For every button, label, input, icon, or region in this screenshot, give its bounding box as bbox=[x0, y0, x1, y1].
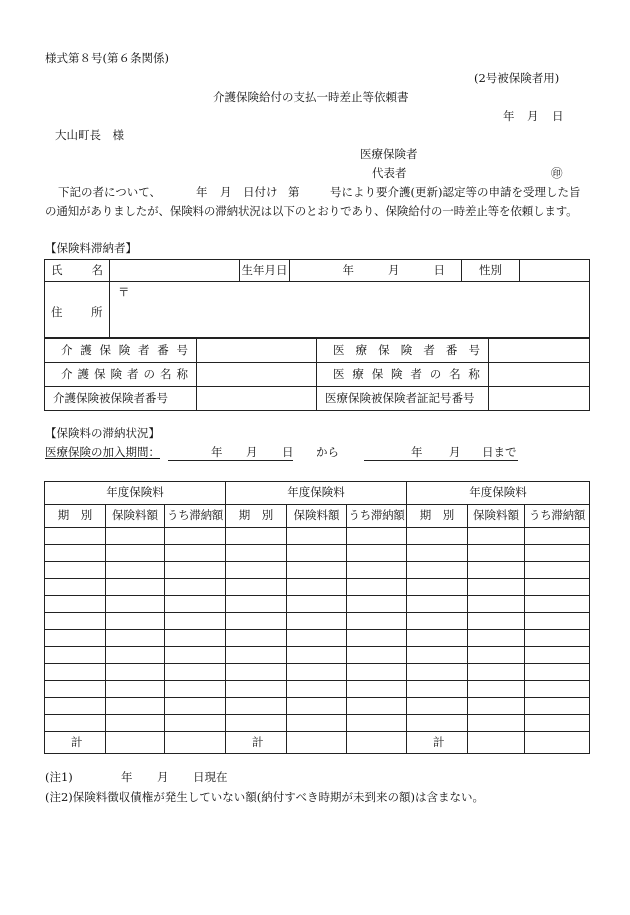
table-cell[interactable] bbox=[525, 545, 590, 562]
table-row bbox=[45, 579, 590, 596]
total-label-1: 計 bbox=[45, 732, 106, 754]
dob-label-cell bbox=[240, 260, 290, 282]
table-cell[interactable] bbox=[347, 630, 407, 647]
table-cell[interactable] bbox=[106, 698, 165, 715]
table-cell[interactable] bbox=[525, 698, 590, 715]
table-cell[interactable] bbox=[287, 596, 347, 613]
table-cell[interactable] bbox=[106, 664, 165, 681]
kaigo-name-char: 護 bbox=[77, 366, 89, 381]
total-amount-2[interactable] bbox=[287, 732, 347, 754]
table-cell[interactable] bbox=[165, 579, 226, 596]
iryo-name-char: 名 bbox=[449, 366, 461, 381]
table-cell[interactable] bbox=[165, 681, 226, 698]
section1-heading: 【保険料滞納者】 bbox=[45, 241, 137, 255]
total-label-3: 計 bbox=[407, 732, 468, 754]
table-row bbox=[45, 482, 590, 505]
insurer-info-table bbox=[44, 338, 590, 411]
sex-label-cell bbox=[462, 260, 520, 282]
kaigo-name-char: 称 bbox=[176, 366, 188, 381]
table-cell[interactable] bbox=[226, 630, 287, 647]
table-cell[interactable] bbox=[407, 698, 468, 715]
table-cell[interactable] bbox=[165, 528, 226, 545]
table-row bbox=[45, 647, 590, 664]
arrears-table bbox=[44, 481, 590, 754]
table-cell[interactable] bbox=[468, 579, 525, 596]
table-cell[interactable] bbox=[106, 562, 165, 579]
table-row bbox=[45, 562, 590, 579]
section2-heading: 【保険料の滞納状況】 bbox=[45, 426, 160, 440]
table-cell[interactable] bbox=[347, 647, 407, 664]
table-cell[interactable] bbox=[45, 630, 106, 647]
iryo-no-char: 号 bbox=[468, 342, 480, 357]
table-cell[interactable] bbox=[226, 545, 287, 562]
kaigo-name-char: 名 bbox=[160, 366, 172, 381]
period-to-day: 日まで bbox=[482, 445, 517, 459]
kaigo-no-char: 号 bbox=[176, 342, 188, 357]
table-cell[interactable] bbox=[45, 715, 106, 732]
addressee: 大山町長 様 bbox=[55, 128, 124, 142]
iryo-name-char: 険 bbox=[391, 366, 403, 381]
table-cell[interactable] bbox=[525, 664, 590, 681]
table-row bbox=[45, 596, 590, 613]
body-line1-rest: 号により要介護(更新)認定等の申請を受理した旨 bbox=[330, 185, 581, 199]
address-value-cell[interactable] bbox=[110, 282, 590, 338]
table-cell[interactable] bbox=[525, 613, 590, 630]
total-arrears-2[interactable] bbox=[347, 732, 407, 754]
table-cell[interactable] bbox=[287, 681, 347, 698]
table-row bbox=[45, 282, 590, 338]
total-amount-3[interactable] bbox=[468, 732, 525, 754]
table-cell[interactable] bbox=[226, 681, 287, 698]
iryo-name-char: 称 bbox=[468, 366, 480, 381]
table-row bbox=[45, 681, 590, 698]
insurer-label: 医療保険者 bbox=[360, 147, 418, 161]
kaigo-no-char: 険 bbox=[118, 342, 131, 357]
form-category: (2号被保険者用) bbox=[474, 71, 560, 85]
note1-month: 月 bbox=[157, 770, 169, 784]
iryo-name-value[interactable] bbox=[489, 363, 590, 387]
table-cell[interactable] bbox=[165, 596, 226, 613]
kaigo-name-char: 保 bbox=[94, 366, 106, 381]
table-cell[interactable] bbox=[468, 664, 525, 681]
col-arrears-1: うち滞納額 bbox=[165, 505, 226, 528]
kaigo-name-char: 険 bbox=[110, 366, 122, 381]
table-cell[interactable] bbox=[287, 545, 347, 562]
iryo-name-char: の bbox=[429, 366, 442, 381]
table-cell[interactable] bbox=[226, 579, 287, 596]
total-label-2: 計 bbox=[226, 732, 287, 754]
table-row bbox=[45, 363, 590, 387]
kaigo-no-char: 者 bbox=[138, 342, 150, 357]
table-cell[interactable] bbox=[468, 613, 525, 630]
kaigo-name-label bbox=[45, 363, 197, 387]
table-cell[interactable] bbox=[407, 630, 468, 647]
kaigo-number-label bbox=[45, 339, 197, 363]
total-arrears-3[interactable] bbox=[525, 732, 590, 754]
table-cell[interactable] bbox=[45, 698, 106, 715]
table-cell[interactable] bbox=[468, 647, 525, 664]
table-cell[interactable] bbox=[525, 647, 590, 664]
fiscal-year-header-2: 年度保険料 bbox=[226, 482, 407, 505]
table-cell[interactable] bbox=[347, 698, 407, 715]
table-cell[interactable] bbox=[525, 596, 590, 613]
total-arrears-1[interactable] bbox=[165, 732, 226, 754]
iryo-no-char: 医 bbox=[333, 342, 345, 357]
iryo-name-label bbox=[317, 363, 489, 387]
kaigo-no-char: 護 bbox=[80, 342, 92, 357]
seal-mark: ㊞ bbox=[551, 166, 563, 180]
period-label: 医療保険の加入期間： bbox=[45, 445, 160, 459]
table-cell[interactable] bbox=[287, 698, 347, 715]
iryo-no-char: 者 bbox=[423, 342, 435, 357]
table-cell[interactable] bbox=[287, 630, 347, 647]
table-cell[interactable] bbox=[407, 613, 468, 630]
table-cell[interactable] bbox=[165, 715, 226, 732]
body-line2: の通知がありましたが、保険料の滞納状況は以下のとおりであり、保険給付の一時差止等を依頼します。 bbox=[45, 204, 578, 218]
kaigo-insured-number-text: 介護保険被保険者番号 bbox=[53, 390, 168, 405]
table-row bbox=[45, 528, 590, 545]
fiscal-year-header-1: 年度保険料 bbox=[45, 482, 226, 505]
delinquent-info-table bbox=[44, 259, 590, 338]
table-cell[interactable] bbox=[287, 528, 347, 545]
name-value-cell[interactable] bbox=[110, 260, 240, 282]
body-number-prefix: 第 bbox=[288, 185, 300, 199]
table-cell[interactable] bbox=[45, 613, 106, 630]
table-cell[interactable] bbox=[468, 528, 525, 545]
name-label-b: 名 bbox=[91, 262, 103, 277]
col-arrears-2: うち滞納額 bbox=[347, 505, 407, 528]
table-cell[interactable] bbox=[287, 664, 347, 681]
table-cell[interactable] bbox=[165, 698, 226, 715]
table-cell[interactable] bbox=[525, 562, 590, 579]
table-row bbox=[45, 715, 590, 732]
table-row bbox=[45, 260, 590, 282]
address-label-b: 所 bbox=[91, 305, 103, 319]
table-cell[interactable] bbox=[165, 613, 226, 630]
iryo-name-char: 者 bbox=[410, 366, 422, 381]
table-cell[interactable] bbox=[347, 664, 407, 681]
table-cell[interactable] bbox=[106, 681, 165, 698]
table-cell[interactable] bbox=[45, 579, 106, 596]
body-day: 日付け bbox=[243, 185, 278, 199]
table-cell[interactable] bbox=[45, 596, 106, 613]
dob-value-cell[interactable] bbox=[290, 260, 462, 282]
table-row bbox=[45, 387, 590, 411]
table-row bbox=[45, 339, 590, 363]
note2: (注2)保険料徴収債権が発生していない額(納付すべき時期が未到来の額)は含まない。 bbox=[45, 790, 485, 804]
table-cell[interactable] bbox=[226, 613, 287, 630]
table-cell[interactable] bbox=[468, 562, 525, 579]
iryo-number-value[interactable] bbox=[489, 339, 590, 363]
kaigo-number-value[interactable] bbox=[197, 339, 317, 363]
dob-label: 生年月日 bbox=[241, 262, 288, 277]
dob-day: 日 bbox=[433, 262, 445, 277]
table-cell[interactable] bbox=[407, 562, 468, 579]
table-cell[interactable] bbox=[347, 613, 407, 630]
document-title: 介護保険給付の支払一時差止等依頼書 bbox=[213, 90, 409, 104]
table-cell[interactable] bbox=[45, 562, 106, 579]
table-cell[interactable] bbox=[165, 664, 226, 681]
iryo-no-char: 保 bbox=[378, 342, 390, 357]
table-cell[interactable] bbox=[106, 545, 165, 562]
table-cell[interactable] bbox=[226, 715, 287, 732]
period-from-underline bbox=[168, 460, 293, 461]
kaigo-name-char: の bbox=[143, 366, 155, 381]
total-amount-1[interactable] bbox=[106, 732, 165, 754]
postal-mark: 〒 bbox=[118, 285, 130, 299]
table-cell[interactable] bbox=[106, 715, 165, 732]
table-cell[interactable] bbox=[468, 698, 525, 715]
table-cell[interactable] bbox=[407, 715, 468, 732]
table-cell[interactable] bbox=[287, 647, 347, 664]
table-cell[interactable] bbox=[106, 630, 165, 647]
fiscal-year-header-3: 年度保険料 bbox=[407, 482, 590, 505]
date-day-label: 日 bbox=[552, 109, 564, 123]
table-cell[interactable] bbox=[45, 681, 106, 698]
col-amount-1: 保険料額 bbox=[106, 505, 165, 528]
dob-month: 月 bbox=[388, 262, 400, 277]
table-cell[interactable] bbox=[226, 562, 287, 579]
col-amount-2: 保険料額 bbox=[287, 505, 347, 528]
table-cell[interactable] bbox=[287, 579, 347, 596]
kaigo-insured-number-label bbox=[45, 387, 197, 411]
iryo-insured-number-text: 医療保険被保険者証記号番号 bbox=[325, 390, 475, 405]
table-cell[interactable] bbox=[165, 647, 226, 664]
kaigo-name-char: 介 bbox=[61, 366, 73, 381]
date-year-label: 年 bbox=[503, 109, 515, 123]
period-from-year: 年 bbox=[211, 445, 223, 459]
name-label-cell bbox=[45, 260, 110, 282]
iryo-no-char: 療 bbox=[355, 342, 368, 357]
table-row bbox=[45, 613, 590, 630]
iryo-number-label bbox=[317, 339, 489, 363]
form-number: 様式第８号(第６条関係) bbox=[45, 51, 169, 65]
table-row bbox=[45, 545, 590, 562]
table-cell[interactable] bbox=[407, 545, 468, 562]
table-cell[interactable] bbox=[525, 579, 590, 596]
table-cell[interactable] bbox=[407, 528, 468, 545]
table-cell[interactable] bbox=[165, 545, 226, 562]
table-cell[interactable] bbox=[347, 681, 407, 698]
table-row bbox=[45, 630, 590, 647]
table-row bbox=[45, 505, 590, 528]
table-cell[interactable] bbox=[468, 715, 525, 732]
iryo-name-char: 療 bbox=[352, 366, 364, 381]
iryo-name-char: 保 bbox=[371, 366, 384, 381]
period-from-month: 月 bbox=[246, 445, 258, 459]
iryo-name-char: 医 bbox=[333, 366, 345, 381]
kaigo-name-value[interactable] bbox=[197, 363, 317, 387]
address-label-a: 住 bbox=[51, 305, 63, 319]
period-to-month: 月 bbox=[449, 445, 461, 459]
table-cell[interactable] bbox=[347, 562, 407, 579]
table-cell[interactable] bbox=[45, 528, 106, 545]
kaigo-insured-number-value[interactable] bbox=[197, 387, 317, 411]
table-cell[interactable] bbox=[106, 596, 165, 613]
table-cell[interactable] bbox=[468, 596, 525, 613]
table-cell[interactable] bbox=[165, 630, 226, 647]
table-cell[interactable] bbox=[106, 613, 165, 630]
table-cell[interactable] bbox=[347, 545, 407, 562]
table-cell[interactable] bbox=[407, 579, 468, 596]
body-month: 月 bbox=[220, 185, 232, 199]
period-to-underline bbox=[364, 460, 518, 461]
table-cell[interactable] bbox=[525, 681, 590, 698]
table-cell[interactable] bbox=[468, 681, 525, 698]
table-cell[interactable] bbox=[287, 562, 347, 579]
kaigo-no-char: 介 bbox=[61, 342, 73, 357]
total-row bbox=[45, 732, 590, 754]
table-cell[interactable] bbox=[106, 528, 165, 545]
table-cell[interactable] bbox=[45, 545, 106, 562]
sex-value-cell[interactable] bbox=[520, 260, 590, 282]
table-cell[interactable] bbox=[287, 613, 347, 630]
col-period-2: 期 別 bbox=[226, 505, 287, 528]
period-from-day: 日 bbox=[282, 445, 294, 459]
table-cell[interactable] bbox=[525, 715, 590, 732]
body-line1-intro: 下記の者について、 bbox=[58, 185, 162, 199]
table-row bbox=[45, 664, 590, 681]
table-cell[interactable] bbox=[407, 596, 468, 613]
table-cell[interactable] bbox=[347, 715, 407, 732]
table-row bbox=[45, 698, 590, 715]
date-month-label: 月 bbox=[527, 109, 539, 123]
kaigo-no-char: 保 bbox=[99, 342, 111, 357]
table-cell[interactable] bbox=[106, 579, 165, 596]
table-cell[interactable] bbox=[226, 528, 287, 545]
table-cell[interactable] bbox=[468, 545, 525, 562]
table-cell[interactable] bbox=[287, 715, 347, 732]
note1-day: 日現在 bbox=[193, 770, 228, 784]
col-amount-3: 保険料額 bbox=[468, 505, 525, 528]
dob-year: 年 bbox=[342, 262, 354, 277]
table-cell[interactable] bbox=[407, 647, 468, 664]
kaigo-name-char: 者 bbox=[127, 366, 139, 381]
period-from: から bbox=[316, 445, 339, 459]
col-arrears-3: うち滞納額 bbox=[525, 505, 590, 528]
table-cell[interactable] bbox=[468, 630, 525, 647]
col-period-3: 期 別 bbox=[407, 505, 468, 528]
note1-year: 年 bbox=[121, 770, 133, 784]
representative-label: 代表者 bbox=[372, 166, 407, 180]
iryo-no-char: 険 bbox=[400, 342, 413, 357]
table-cell[interactable] bbox=[226, 596, 287, 613]
table-cell[interactable] bbox=[165, 562, 226, 579]
table-cell[interactable] bbox=[45, 647, 106, 664]
table-cell[interactable] bbox=[525, 528, 590, 545]
table-cell[interactable] bbox=[347, 528, 407, 545]
table-cell[interactable] bbox=[525, 630, 590, 647]
table-cell[interactable] bbox=[347, 579, 407, 596]
period-to-year: 年 bbox=[411, 445, 423, 459]
iryo-insured-number-value[interactable] bbox=[489, 387, 590, 411]
kaigo-no-char: 番 bbox=[157, 342, 169, 357]
table-cell[interactable] bbox=[407, 664, 468, 681]
name-label-a: 氏 bbox=[51, 262, 63, 277]
table-cell[interactable] bbox=[45, 664, 106, 681]
col-period-1: 期 別 bbox=[45, 505, 106, 528]
address-label-cell bbox=[45, 282, 110, 338]
arrears-rows bbox=[45, 528, 590, 732]
table-cell[interactable] bbox=[407, 681, 468, 698]
table-cell[interactable] bbox=[226, 698, 287, 715]
iryo-insured-number-label bbox=[317, 387, 489, 411]
table-cell[interactable] bbox=[226, 647, 287, 664]
note1-label: (注1) bbox=[45, 770, 73, 784]
body-year: 年 bbox=[196, 185, 208, 199]
table-cell[interactable] bbox=[106, 647, 165, 664]
table-cell[interactable] bbox=[347, 596, 407, 613]
table-cell[interactable] bbox=[226, 664, 287, 681]
sex-label: 性別 bbox=[479, 262, 502, 277]
iryo-no-char: 番 bbox=[445, 342, 458, 357]
